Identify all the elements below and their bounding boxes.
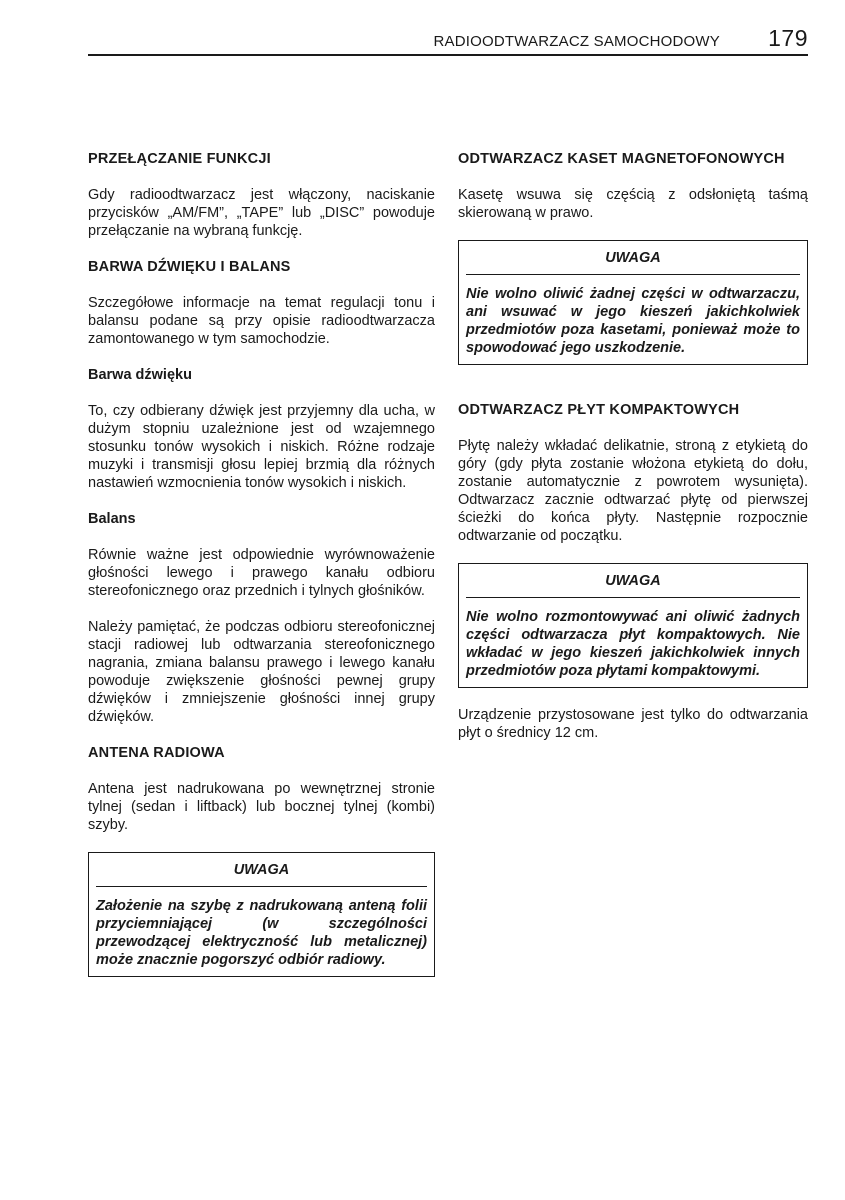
paragraph-cassette-player: Kasetę wsuwa się częścią z odsłoniętą taśmą skierowaną w prawo. bbox=[458, 187, 808, 221]
warning-text: Nie wolno oliwić żadnej części w odtwarzaczu, ani wsuwać w jego kieszeń jakichkolwiek przedmiotów poza kasetami, ponieważ może to spowodować jego uszkodzenie. bbox=[466, 286, 800, 356]
warning-text: Nie wolno rozmontowywać ani oliwić żadnych części odtwarzacza płyt kompaktowych. Nie wkładać w jego kieszeń jakichkolwiek innych przedmiotów poza płytami kompaktowymi. bbox=[466, 609, 800, 679]
paragraph-tone: To, czy odbierany dźwięk jest przyjemny dla ucha, w dużym stopniu uzależnione jest od wzajemnego stosunku tonów wysokich i niskich. Różne rodzaje muzyki i transmisji głosu lepiej brzmią dla różnych nastawień wzmocnienia tonów wysokich i niskich. bbox=[88, 403, 435, 491]
section-heading-antenna: ANTENA RADIOWA bbox=[88, 745, 225, 761]
page-header bbox=[88, 24, 808, 56]
section-heading-cassette-player: ODTWARZACZ KASET MAGNETOFONOWYCH bbox=[458, 151, 785, 167]
section-heading-cd-player: ODTWARZACZ PŁYT KOMPAKTOWYCH bbox=[458, 402, 740, 418]
paragraph-antenna: Antena jest nadrukowana po wewnętrznej stronie tylnej (sedan i liftback) lub bocznej tylnej (kombi) szyby. bbox=[88, 781, 435, 833]
paragraph-cd-size: Urządzenie przystosowane jest tylko do odtwarzania płyt o średnicy 12 cm. bbox=[458, 707, 808, 741]
paragraph-tone-balance: Szczegółowe informacje na temat regulacji tonu i balansu podane są przy opisie radioodtwarzacza zamontowanego w tym samochodzie. bbox=[88, 295, 435, 347]
paragraph-balance-1: Równie ważne jest odpowiednie wyrównoważenie głośności lewego i prawego kanału odbioru stereofonicznego oraz przednich i tylnych głośników. bbox=[88, 547, 435, 599]
right-column bbox=[458, 150, 808, 760]
paragraph-balance-2: Należy pamiętać, że podczas odbioru stereofonicznej stacji radiowej lub odtwarzania stereofonicznego nagrania, zmiana balansu prawego i lewego kanału powoduje zwiększenie głośności pewnej grupy dźwięków i zmniejszenie głośności innej grupy dźwięków. bbox=[88, 619, 435, 725]
running-header-title: RADIOODTWARZACZ SAMOCHODOWY bbox=[433, 33, 720, 50]
page-number: 179 bbox=[768, 25, 808, 51]
warning-title: UWAGA bbox=[466, 572, 800, 598]
warning-box-antenna bbox=[88, 852, 435, 977]
warning-title: UWAGA bbox=[96, 861, 427, 887]
section-heading-tone-balance: BARWA DŹWIĘKU I BALANS bbox=[88, 259, 291, 275]
section-heading-function-switching: PRZEŁĄCZANIE FUNKCJI bbox=[88, 151, 271, 167]
subheading-balance: Balans bbox=[88, 511, 136, 527]
paragraph-function-switching: Gdy radioodtwarzacz jest włączony, naciskanie przycisków „AM/FM”, „TAPE” lub „DISC” powoduje przełączanie na wybraną funkcję. bbox=[88, 187, 435, 239]
warning-title: UWAGA bbox=[466, 249, 800, 275]
subheading-tone: Barwa dźwięku bbox=[88, 367, 192, 383]
warning-text: Założenie na szybę z nadrukowaną anteną folii przyciemniającej (w szczególności przewodzącej elektryczność lub metalicznej) może znacznie pogorszyć odbiór radiowy. bbox=[96, 898, 427, 968]
left-column bbox=[88, 150, 435, 995]
paragraph-cd-player: Płytę należy wkładać delikatnie, stroną z etykietą do góry (gdy płyta zostanie włożona etykietą do dołu, zostanie automatycznie z powrotem wysunięta). Odtwarzacz zacznie odtwarzać płytę od pierwszej ścieżki do końca płyty. Następnie rozpocznie odtwarzanie od początku. bbox=[458, 438, 808, 544]
warning-box-cd bbox=[458, 563, 808, 688]
warning-box-cassette bbox=[458, 240, 808, 365]
